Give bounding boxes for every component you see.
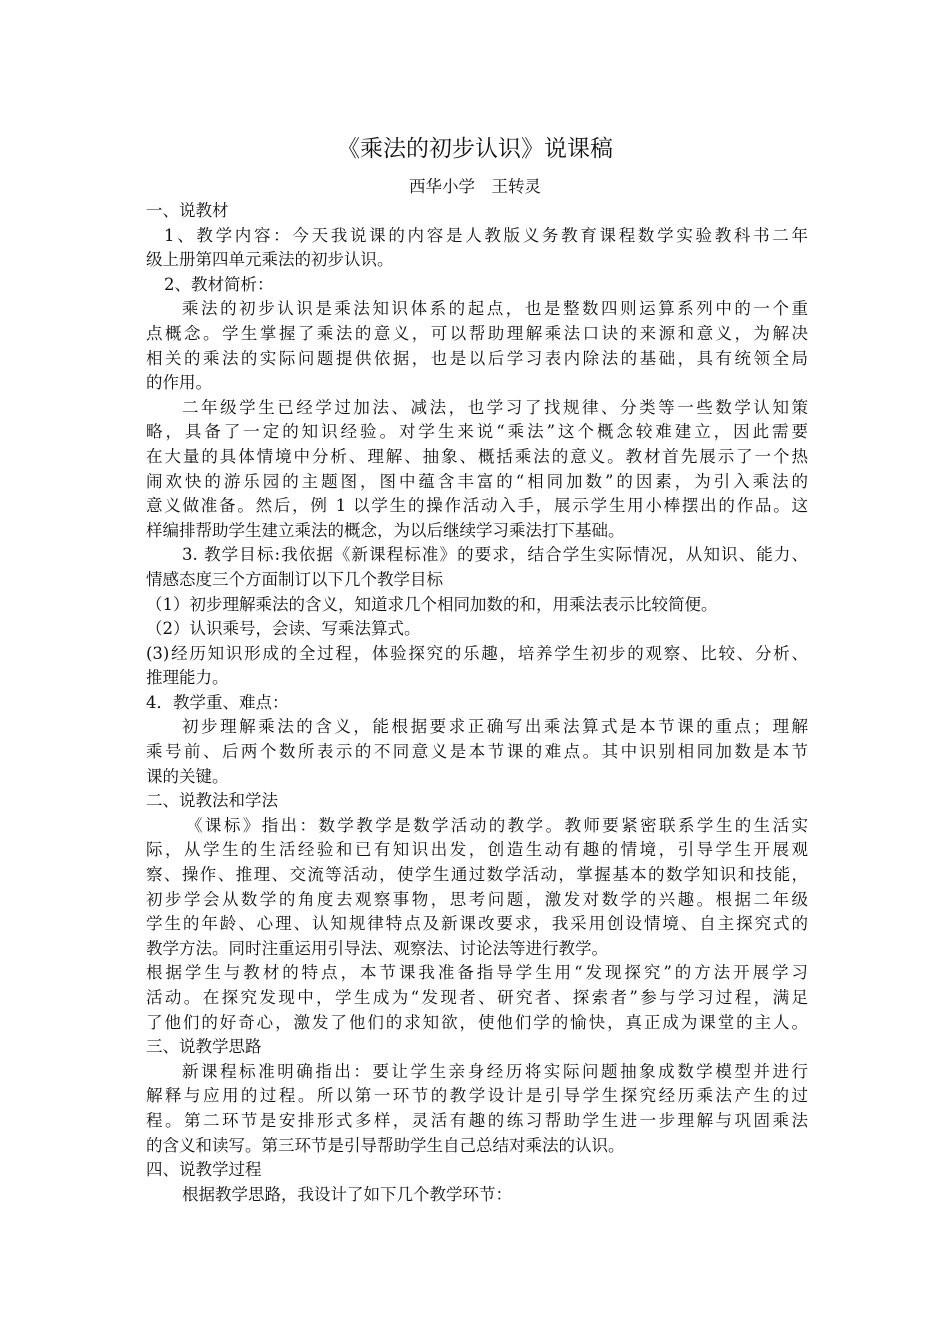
- paragraph-line: 初步学会从数学的角度去观察事物，思考问题，激发对数学的兴趣。根据二年级: [146, 889, 808, 909]
- section-heading: 一、说教材: [146, 201, 229, 220]
- section-heading: 三、说教学思路: [146, 1037, 262, 1057]
- paragraph-line: 1、教学内容：今天我说课的内容是人教版义务教育课程数学实验教科书二年: [164, 225, 808, 245]
- paragraph-line: 3. 教学目标:我依据《新课程标准》的要求，结合学生实际情况，从知识、能力、: [182, 545, 808, 565]
- paragraph-line: 乘号前、后两个数所表示的不同意义是本节课的难点。其中识别相同加数是本节: [146, 742, 808, 762]
- paragraph-line: 的作用。: [146, 373, 212, 393]
- paragraph-line: 学生的年龄、心理、认知规律特点及新课改要求，我采用创设情境、自主探究式的: [146, 914, 808, 934]
- paragraph-line: 程。第二环节是安排形式多样，灵活有趣的练习帮助学生进一步理解与巩固乘法: [146, 1110, 808, 1130]
- section-heading: 二、说教法和学法: [146, 791, 278, 811]
- paragraph-line: 新课程标准明确指出：要让学生亲身经历将实际问题抽象成数学模型并进行: [182, 1061, 808, 1081]
- paragraph-line: 的含义和读写。第三环节是引导帮助学生自己总结对乘法的认识。: [146, 1135, 625, 1155]
- paragraph-line: 察、操作、推理、交流等活动，使学生通过数学活动，掌握基本的数学知识和技能，: [146, 865, 808, 885]
- paragraph-line: 际，从学生的生活经验和已有知识出发，创造生动有趣的情境，引导学生开展观: [146, 840, 808, 860]
- paragraph-line: 解释与应用的过程。所以第一环节的教学设计是引导学生探究经历乘法产生的过: [146, 1086, 808, 1106]
- paragraph-line: 闹欢快的游乐园的主题图，图中蕴含丰富的“相同加数”的因素，为引入乘法的: [146, 471, 808, 491]
- section-heading: 四、说教学过程: [146, 1160, 262, 1180]
- subsection-heading: 4．教学重、难点：: [146, 692, 289, 712]
- paragraph-line: 在大量的具体情境中分析、理解、抽象、概括乘法的意义。教材首先展示了一个热: [146, 446, 808, 466]
- paragraph-line: 课的关键。: [146, 766, 229, 786]
- paragraph-line: 意义做准备。然后，例 1 以学生的操作活动入手，展示学生用小棒摆出的作品。这: [146, 496, 808, 516]
- objective-item: （2）认识乘号，会读、写乘法算式。: [146, 619, 421, 639]
- paragraph-line: 相关的乘法的实际问题提供依据，也是以后学习表内除法的基础，具有统领全局: [146, 348, 808, 368]
- paragraph-line: 活动。在探究发现中，学生成为“发现者、研究者、探索者”参与学习过程，满足: [146, 988, 808, 1007]
- paragraph-line: 二年级学生已经学过加法、减法，也学习了找规律、分类等一些数学认知策: [182, 397, 808, 417]
- paragraph-line: 推理能力。: [146, 668, 229, 688]
- objective-item: (3)经历知识形成的全过程，体验探究的乐趣，培养学生初步的观察、比较、分析、: [146, 643, 808, 663]
- paragraph-line: 根据学生与教材的特点，本节课我准备指导学生用“发现探究”的方法开展学习: [146, 963, 808, 983]
- document-title: 《乘法的初步认识》说课稿: [337, 136, 613, 162]
- document-body: [146, 199, 808, 1207]
- paragraph-line: 初步理解乘法的含义，能根据要求正确写出乘法算式是本节课的重点；理解: [182, 717, 808, 737]
- document-author: 西华小学 王转灵: [409, 177, 541, 196]
- paragraph-line: 乘法的初步认识是乘法知识体系的起点，也是整数四则运算系列中的一个重: [182, 299, 808, 319]
- paragraph-line: 了他们的好奇心，激发了他们的求知欲，使他们学的愉快，真正成为课堂的主人。: [146, 1012, 808, 1032]
- paragraph-line: 点概念。学生掌握了乘法的意义，可以帮助理解乘法口诀的来源和意义，为解决: [146, 323, 808, 343]
- paragraph-line: 样编排帮助学生建立乘法的概念，为以后继续学习乘法打下基础。: [146, 520, 625, 540]
- paragraph-line: 级上册第四单元乘法的初步认识。: [146, 250, 394, 270]
- paragraph-line: 《课标》指出：数学教学是数学活动的教学。教师要紧密联系学生的生活实: [186, 815, 808, 835]
- paragraph-line: 根据教学思路，我设计了如下几个教学环节：: [182, 1184, 512, 1204]
- subsection-heading: 2、教材简析：: [164, 274, 274, 294]
- objective-item: （1）初步理解乘法的含义，知道求几个相同加数的和，用乘法表示比较简便。: [146, 594, 718, 614]
- paragraph-line: 略，具备了一定的知识经验。对学生来说“乘法”这个概念较难建立，因此需要: [146, 422, 808, 442]
- paragraph-line: 情感态度三个方面制订以下几个教学目标: [146, 569, 443, 589]
- paragraph-line: 教学方法。同时注重运用引导法、观察法、讨论法等进行教学。: [146, 938, 608, 958]
